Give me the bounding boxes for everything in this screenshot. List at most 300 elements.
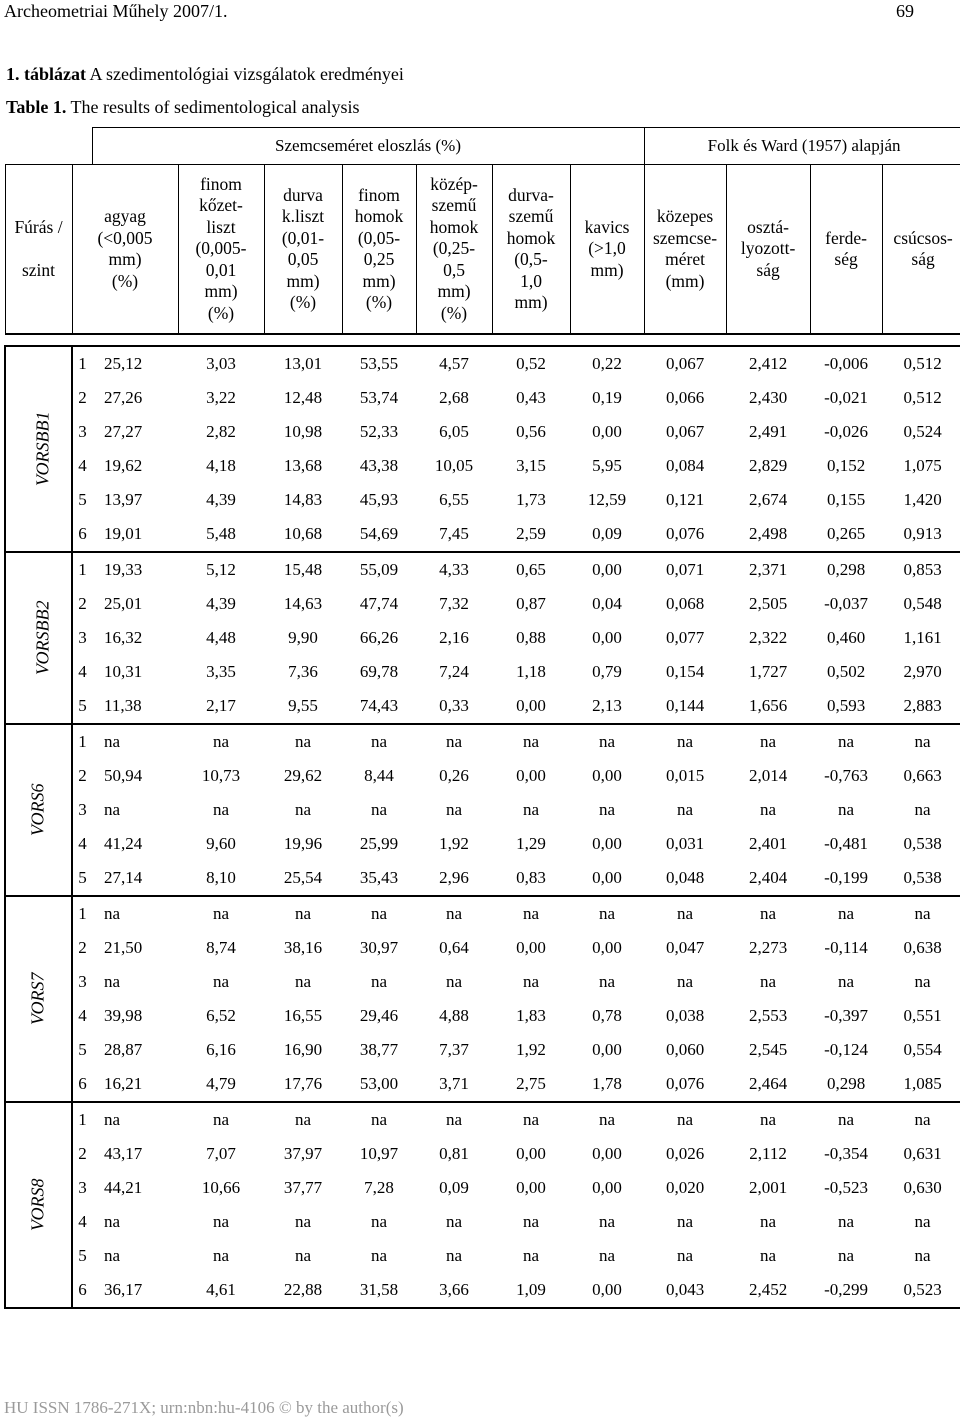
table-cell: 7,28 — [364, 1178, 394, 1198]
table-cell: 0,067 — [644, 346, 726, 381]
table-row — [5, 381, 960, 415]
table-cell: 0,630 — [882, 1171, 960, 1205]
table-cell: na — [178, 724, 264, 759]
table-cell: 6,55 — [439, 490, 469, 510]
table-row — [5, 449, 960, 483]
table-cell: 2,545 — [748, 1040, 788, 1060]
level-number: 1 — [72, 346, 92, 381]
table-row — [5, 931, 960, 965]
column-header-label: csúcsos- ság — [893, 227, 953, 269]
table-cell: 0,076 — [665, 524, 705, 544]
table-cell: 0,00 — [592, 1178, 622, 1198]
table-cell: 7,45 — [439, 524, 469, 544]
table-cell: 4,33 — [416, 552, 492, 587]
table-cell: 16,90 — [283, 1040, 323, 1060]
table-cell: 2,82 — [206, 422, 236, 442]
table-cell: na — [760, 972, 777, 992]
table-cell: 0,298 — [810, 552, 882, 587]
column-header-label: durva k.liszt (0,01- 0,05 mm) (%) — [281, 184, 325, 312]
table-cell: 1,727 — [748, 662, 788, 682]
table-cell: 0,00 — [516, 1178, 546, 1198]
table-cell: 5,12 — [178, 552, 264, 587]
table-cell: na — [212, 1246, 230, 1266]
table-cell: 30,97 — [359, 938, 399, 958]
table-cell: na — [294, 1246, 312, 1266]
table-cell: na — [445, 972, 463, 992]
level-number: 3 — [72, 793, 92, 827]
boring-label — [5, 896, 72, 1102]
table-cell: 0,00 — [516, 766, 546, 786]
table-cell: 10,31 — [104, 662, 143, 682]
table-cell: na — [882, 965, 960, 999]
table-cell: 16,55 — [283, 1006, 323, 1026]
table-cell: 0,81 — [439, 1144, 469, 1164]
boring-label — [5, 552, 72, 724]
table-cell: 28,87 — [104, 1040, 143, 1060]
table-cell: 0,631 — [882, 1137, 960, 1171]
table-cell: 13,01 — [264, 346, 342, 381]
table-cell: 13,97 — [104, 490, 143, 510]
table-row — [5, 689, 960, 724]
table-cell: 4,39 — [206, 594, 236, 614]
table-cell: 0,853 — [882, 552, 960, 587]
boring-name: VORS7 — [27, 972, 48, 1026]
table-cell: 0,015 — [665, 766, 705, 786]
table-cell: 0,026 — [665, 1144, 705, 1164]
table-cell: na — [882, 724, 960, 759]
table-cell: 53,74 — [359, 388, 399, 408]
table-cell: 2,452 — [726, 1273, 810, 1308]
table-cell: 4,79 — [206, 1074, 236, 1094]
table-cell: 15,48 — [264, 552, 342, 587]
table-cell: -0,114 — [824, 938, 868, 958]
table-row — [5, 1171, 960, 1205]
table-cell: 13,68 — [283, 456, 323, 476]
table-cell: 0,00 — [592, 766, 622, 786]
table-cell: 5,95 — [592, 456, 622, 476]
table-cell: 0,22 — [570, 346, 644, 381]
column-header-label: közép- szemű homok (0,25- 0,5 mm) (%) — [429, 173, 479, 323]
table-cell: 47,74 — [359, 594, 399, 614]
table-cell: na — [882, 1205, 960, 1239]
table-cell: 19,01 — [104, 524, 143, 544]
table-cell: 0,084 — [665, 456, 705, 476]
table-cell: 2,505 — [748, 594, 788, 614]
column-header-label: kavics (>1,0 mm) — [584, 216, 630, 280]
table-cell: -0,763 — [824, 766, 869, 786]
table-cell: na — [522, 1246, 540, 1266]
table-cell: 9,60 — [206, 834, 236, 854]
table-cell: 0,154 — [665, 662, 705, 682]
table-cell: 9,90 — [288, 628, 318, 648]
table-cell: 27,27 — [104, 422, 143, 442]
table-row — [5, 655, 960, 689]
table-cell: 0,00 — [592, 1040, 622, 1060]
table-cell: -0,481 — [824, 834, 869, 854]
boring-name: VORSBB1 — [32, 411, 53, 487]
level-number: 4 — [72, 655, 92, 689]
table-cell: 2,75 — [516, 1074, 546, 1094]
table-cell: 1,656 — [748, 696, 788, 716]
table-row — [5, 724, 960, 759]
table-cell: 0,913 — [882, 517, 960, 552]
table-cell: 16,21 — [104, 1074, 143, 1094]
table-cell: na — [760, 1212, 777, 1232]
table-cell: na — [294, 972, 312, 992]
table-cell: 7,32 — [439, 594, 469, 614]
column-header — [264, 165, 342, 335]
table-cell: 0,33 — [439, 696, 469, 716]
table-cell: -0,026 — [824, 422, 869, 442]
table-cell: 0,638 — [882, 931, 960, 965]
table-cell: 0,09 — [592, 524, 622, 544]
table-cell: 69,78 — [359, 662, 399, 682]
table-cell: na — [104, 972, 121, 992]
table-cell: na — [370, 800, 388, 820]
table-cell: 8,44 — [364, 766, 394, 786]
table-cell: 5,48 — [206, 524, 236, 544]
boring-label — [5, 1102, 72, 1308]
table-cell: 0,64 — [439, 938, 469, 958]
table-cell: na — [342, 1102, 416, 1137]
table-cell: na — [212, 972, 230, 992]
table-cell: 2,883 — [882, 689, 960, 724]
table-cell: -0,021 — [824, 388, 869, 408]
table-cell: 4,39 — [206, 490, 236, 510]
table-cell: 37,97 — [283, 1144, 323, 1164]
table-row — [5, 759, 960, 793]
table-cell: 35,43 — [359, 868, 399, 888]
table-cell: na — [445, 1246, 463, 1266]
table-cell: 25,01 — [104, 594, 143, 614]
table-row — [5, 827, 960, 861]
column-header-label: közepes szemcse- méret (mm) — [652, 206, 718, 291]
table-cell: 0,077 — [665, 628, 705, 648]
table-cell: na — [726, 724, 810, 759]
caption-en-label: Table 1. — [6, 97, 67, 117]
table-cell: 0,00 — [592, 938, 622, 958]
column-header-label: finom kőzet- liszt (0,005- 0,01 mm) (%) — [195, 173, 247, 323]
column-header-label: agyag (<0,005 mm) (%) — [97, 206, 153, 291]
table-cell: na — [416, 724, 492, 759]
column-header — [726, 165, 810, 335]
table-cell: na — [416, 896, 492, 931]
table-cell: 1,92 — [439, 834, 469, 854]
table-cell: na — [838, 1246, 855, 1266]
level-number: 6 — [72, 1273, 92, 1308]
table-cell: 0,068 — [665, 594, 705, 614]
table-cell: 0,83 — [516, 868, 546, 888]
table-row — [5, 965, 960, 999]
table-cell: 0,56 — [516, 422, 546, 442]
table-cell: 2,674 — [748, 490, 788, 510]
table-cell: 25,12 — [92, 346, 178, 381]
table-row — [5, 1033, 960, 1067]
column-header — [810, 165, 882, 335]
table-cell: 27,26 — [104, 388, 143, 408]
table-cell: na — [644, 1102, 726, 1137]
table-row — [5, 999, 960, 1033]
table-cell: 0,00 — [516, 1144, 546, 1164]
table-cell: 0,19 — [592, 388, 622, 408]
table-cell: 52,33 — [359, 422, 399, 442]
table-cell: na — [370, 1246, 388, 1266]
table-cell: 0,09 — [439, 1178, 469, 1198]
table-cell: na — [370, 972, 388, 992]
table-cell: 1,83 — [516, 1006, 546, 1026]
table-cell: 19,33 — [92, 552, 178, 587]
table-row — [5, 621, 960, 655]
table-cell: 14,83 — [283, 490, 323, 510]
table-cell: na — [264, 724, 342, 759]
table-cell: -0,006 — [810, 346, 882, 381]
table-cell: na — [570, 1102, 644, 1137]
table-cell: 0,538 — [882, 827, 960, 861]
table-cell: 0,298 — [826, 1074, 866, 1094]
table-cell: 4,88 — [439, 1006, 469, 1026]
table-cell: 74,43 — [359, 696, 399, 716]
table-cell: na — [104, 1246, 121, 1266]
table-cell: 0,00 — [570, 552, 644, 587]
table-cell: 0,00 — [516, 938, 546, 958]
table-cell: 9,55 — [288, 696, 318, 716]
table-cell: 0,00 — [592, 422, 622, 442]
table-cell: 7,07 — [206, 1144, 236, 1164]
table-cell: 4,18 — [206, 456, 236, 476]
table-cell: 2,001 — [748, 1178, 788, 1198]
table-cell: -0,124 — [824, 1040, 869, 1060]
table-cell: na — [178, 1102, 264, 1137]
table-cell: -0,523 — [824, 1178, 869, 1198]
table-cell: 2,96 — [439, 868, 469, 888]
table-cell: 19,96 — [283, 834, 323, 854]
table-cell: 43,38 — [359, 456, 399, 476]
table-cell: 0,43 — [516, 388, 546, 408]
column-header-label: durva- szemű homok (0,5- 1,0 mm) — [506, 184, 556, 312]
table-cell: 53,55 — [342, 346, 416, 381]
table-cell: 0,04 — [592, 594, 622, 614]
table-cell: 2,430 — [748, 388, 788, 408]
column-header — [570, 165, 644, 335]
table-cell: -0,037 — [824, 594, 869, 614]
table-cell: 54,69 — [359, 524, 399, 544]
table-cell: 7,36 — [288, 662, 318, 682]
table-cell: na — [492, 896, 570, 931]
table-cell: 39,98 — [104, 1006, 143, 1026]
table-cell: 4,61 — [178, 1273, 264, 1308]
table-cell: na — [882, 1239, 960, 1273]
table-cell: 2,13 — [592, 696, 622, 716]
table-cell: na — [522, 1212, 540, 1232]
level-number: 3 — [72, 1171, 92, 1205]
table-cell: 27,14 — [104, 868, 143, 888]
table-cell: na — [264, 1102, 342, 1137]
table-cell: na — [294, 1212, 312, 1232]
table-row — [5, 1137, 960, 1171]
table-cell: 0,00 — [592, 834, 622, 854]
caption-en-text: The results of sedimentological analysis — [70, 97, 360, 117]
column-header-label: finom homok (0,05- 0,25 mm) (%) — [354, 184, 404, 312]
table-row — [5, 415, 960, 449]
table-cell: na — [92, 896, 178, 931]
table-cell: 0,65 — [492, 552, 570, 587]
table-cell: 0,593 — [826, 696, 866, 716]
table-cell: 10,98 — [283, 422, 323, 442]
table-cell: 22,88 — [264, 1273, 342, 1308]
table-cell: 0,523 — [882, 1273, 960, 1308]
boring-label — [5, 724, 72, 896]
level-number: 2 — [72, 931, 92, 965]
table-cell: 45,93 — [359, 490, 399, 510]
copyright-footer: HU ISSN 1786-271X; urn:nbn:hu-4106 © by the author(s) — [4, 1398, 404, 1417]
table-cell: 10,05 — [434, 456, 474, 476]
table-cell: 1,18 — [516, 662, 546, 682]
table-cell: 7,37 — [439, 1040, 469, 1060]
table-cell: 6,05 — [439, 422, 469, 442]
level-number: 2 — [72, 381, 92, 415]
group-header-grain-size: Szemcseméret eloszlás (%) — [92, 128, 644, 165]
table-cell: na — [104, 1212, 121, 1232]
table-cell: na — [492, 1102, 570, 1137]
table-cell: 0,00 — [592, 868, 622, 888]
table-cell: 0,551 — [882, 999, 960, 1033]
table-cell: 2,68 — [439, 388, 469, 408]
table-cell: 2,498 — [748, 524, 788, 544]
table-cell: 0,043 — [644, 1273, 726, 1308]
table-cell: 1,420 — [882, 483, 960, 517]
table-cell: 0,548 — [882, 587, 960, 621]
table-cell: na — [570, 896, 644, 931]
table-cell: 53,00 — [359, 1074, 399, 1094]
table-cell: 0,076 — [665, 1074, 705, 1094]
table-cell: 43,17 — [104, 1144, 143, 1164]
group-header-folk-ward: Folk és Ward (1957) alapján — [644, 128, 960, 165]
table-cell: 0,067 — [665, 422, 705, 442]
table-cell: 6,52 — [206, 1006, 236, 1026]
table-cell: na — [882, 896, 960, 931]
level-number: 1 — [72, 552, 92, 587]
level-number: 4 — [72, 999, 92, 1033]
column-header — [644, 165, 726, 335]
table-cell: na — [726, 896, 810, 931]
table-cell: 10,68 — [283, 524, 323, 544]
table-cell: 0,038 — [665, 1006, 705, 1026]
table-row — [5, 483, 960, 517]
table-row — [5, 1067, 960, 1102]
table-cell: 0,538 — [882, 861, 960, 896]
table-cell: na — [522, 800, 540, 820]
table-cell: 44,21 — [104, 1178, 143, 1198]
table-cell: 0,26 — [439, 766, 469, 786]
table-cell: na — [677, 1212, 694, 1232]
level-number: 1 — [72, 1102, 92, 1137]
table-cell: 0,88 — [516, 628, 546, 648]
table-cell: 10,97 — [359, 1144, 399, 1164]
table-cell: 4,48 — [206, 628, 236, 648]
table-cell: 2,970 — [882, 655, 960, 689]
table-cell: na — [882, 1102, 960, 1137]
level-number: 3 — [72, 415, 92, 449]
table-cell: na — [677, 972, 694, 992]
table-cell: 2,829 — [748, 456, 788, 476]
table-cell: 4,57 — [416, 346, 492, 381]
level-number: 5 — [72, 1033, 92, 1067]
table-cell: 2,412 — [726, 346, 810, 381]
table-cell: 10,66 — [201, 1178, 241, 1198]
table-cell: na — [92, 724, 178, 759]
level-number: 5 — [72, 1239, 92, 1273]
table-cell: 1,161 — [882, 621, 960, 655]
table-cell: na — [445, 800, 463, 820]
table-cell: 0,512 — [882, 381, 960, 415]
table-cell: 29,62 — [283, 766, 323, 786]
level-number: 1 — [72, 896, 92, 931]
level-number: 2 — [72, 587, 92, 621]
table-cell: na — [644, 724, 726, 759]
column-header-label: osztá- lyozott- ság — [740, 216, 796, 280]
level-number: 2 — [72, 1137, 92, 1171]
table-cell: -0,199 — [824, 868, 869, 888]
table-cell: 16,32 — [104, 628, 143, 648]
table-cell: 38,77 — [359, 1040, 399, 1060]
table-row — [5, 587, 960, 621]
table-cell: 0,663 — [882, 759, 960, 793]
table-cell: na — [599, 800, 616, 820]
caption-hu-label: 1. táblázat — [6, 64, 86, 84]
table-cell: 0,155 — [826, 490, 866, 510]
table-row — [5, 1273, 960, 1308]
table-cell: na — [294, 800, 312, 820]
table-cell: 2,491 — [748, 422, 788, 442]
sediment-table — [4, 127, 960, 1309]
level-number: 5 — [72, 689, 92, 724]
table-cell: 0,048 — [665, 868, 705, 888]
table-cell: na — [599, 1212, 616, 1232]
level-number: 2 — [72, 759, 92, 793]
table-cell: 36,17 — [92, 1273, 178, 1308]
caption-english — [6, 97, 359, 118]
journal-header: Archeometriai Műhely 2007/1. — [4, 1, 228, 21]
table-cell: 2,553 — [748, 1006, 788, 1026]
table-cell: 14,63 — [283, 594, 323, 614]
table-cell: 31,58 — [342, 1273, 416, 1308]
table-cell: 0,512 — [882, 346, 960, 381]
table-cell: 50,94 — [104, 766, 143, 786]
table-cell: 11,38 — [104, 696, 142, 716]
table-cell: 0,071 — [644, 552, 726, 587]
table-cell: 3,66 — [416, 1273, 492, 1308]
table-cell: na — [760, 800, 777, 820]
column-header — [416, 165, 492, 335]
table-cell: na — [212, 800, 230, 820]
table-cell: -0,397 — [824, 1006, 869, 1026]
table-cell: 1,085 — [882, 1067, 960, 1102]
table-cell: 8,10 — [206, 868, 236, 888]
table-cell: 0,52 — [492, 346, 570, 381]
level-number: 5 — [72, 861, 92, 896]
table-cell: na — [726, 1102, 810, 1137]
table-cell: 3,35 — [206, 662, 236, 682]
table-row — [5, 517, 960, 552]
table-cell: na — [677, 1246, 694, 1266]
table-cell: 2,014 — [748, 766, 788, 786]
table-cell: na — [445, 1212, 463, 1232]
table-cell: -0,354 — [824, 1144, 869, 1164]
table-cell: na — [342, 896, 416, 931]
table-cell: 6,16 — [206, 1040, 236, 1060]
level-number: 6 — [72, 1067, 92, 1102]
column-header — [882, 165, 960, 335]
